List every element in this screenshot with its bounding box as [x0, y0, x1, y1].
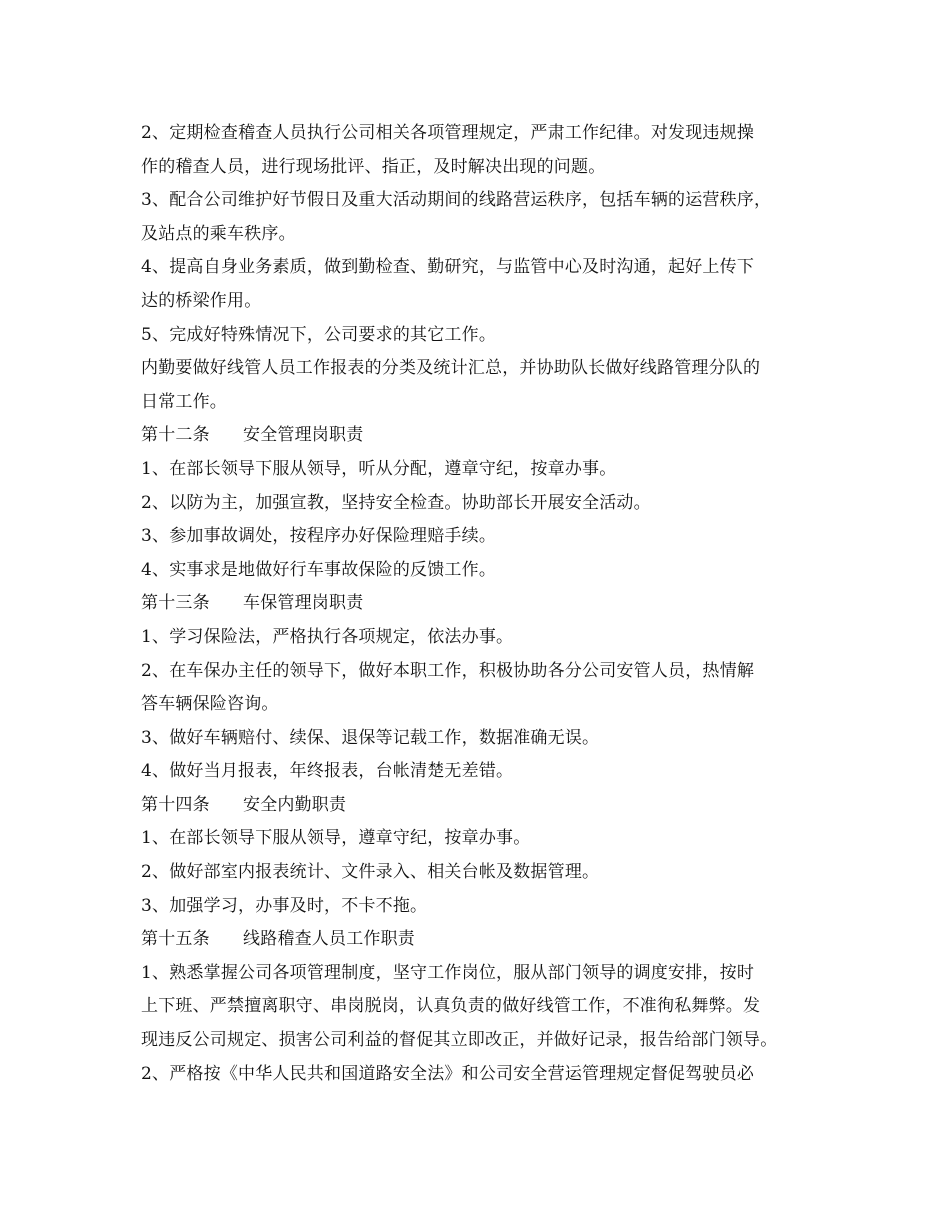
text-line: 2、在车保办主任的领导下，做好本职工作，积极协助各分公司安管人员，热情解 — [141, 660, 755, 681]
text-line: 2、定期检查稽查人员执行公司相关各项管理规定，严肃工作纪律。对发现违规操 — [141, 123, 755, 143]
text-line: 现违反公司规定、损害公司利益的督促其立即改正，并做好记录，报告给部门领导。 — [141, 1030, 778, 1051]
text-line: 达的桥梁作用。 — [141, 290, 262, 311]
text-line: 及站点的乘车秩序。 — [141, 223, 296, 244]
article-title: 线路稽查人员工作职责 — [243, 929, 415, 950]
article-heading — [141, 587, 821, 621]
article-number: 第十五条 — [141, 929, 210, 950]
text-line: 4、提高自身业务素质，做到勤检查、勤研究，与监管中心及时沟通，起好上传下 — [141, 257, 755, 278]
article-title: 车保管理岗职责 — [243, 593, 364, 614]
text-line: 3、加强学习，办事及时，不卡不拖。 — [141, 895, 428, 916]
article-heading — [141, 789, 821, 823]
article-heading — [141, 923, 821, 957]
article-number: 第十二条 — [141, 425, 210, 446]
text-line: 内勤要做好线管人员工作报表的分类及统计汇总，并协助队长做好线路管理分队的 — [141, 358, 761, 379]
text-line: 1、熟悉掌握公司各项管理制度，坚守工作岗位，服从部门领导的调度安排，按时 — [141, 962, 755, 983]
text-line: 3、参加事故调处，按程序办好保险理赔手续。 — [141, 526, 497, 547]
text-line: 3、做好车辆赔付、续保、退保等记载工作，数据准确无误。 — [141, 727, 600, 748]
text-line: 4、做好当月报表，年终报表，台帐清楚无差错。 — [141, 761, 514, 782]
article-number: 第十三条 — [141, 593, 210, 614]
text-line: 2、严格按《中华人民共和国道路安全法》和公司安全营运管理规定督促驾驶员必 — [141, 1063, 755, 1084]
text-line: 5、完成好特殊情况下，公司要求的其它工作。 — [141, 324, 497, 345]
text-line: 答车辆保险咨询。 — [141, 694, 279, 715]
text-line: 4、实事求是地做好行车事故保险的反馈工作。 — [141, 559, 497, 580]
article-title: 安全管理岗职责 — [243, 425, 364, 446]
text-line: 1、在部长领导下服从领导，听从分配，遵章守纪，按章办事。 — [141, 458, 617, 479]
text-line: 3、配合公司维护好节假日及重大活动期间的线路营运秩序，包括车辆的运营秩序， — [141, 190, 772, 211]
article-number: 第十四条 — [141, 794, 210, 815]
text-line: 1、学习保险法，严格执行各项规定，依法办事。 — [141, 626, 514, 647]
text-line: 2、做好部室内报表统计、文件录入、相关台帐及数据管理。 — [141, 862, 600, 883]
document-body — [141, 117, 821, 1091]
text-line: 1、在部长领导下服从领导，遵章守纪，按章办事。 — [141, 828, 531, 849]
text-line: 作的稽查人员，进行现场批评、指正，及时解决出现的问题。 — [141, 156, 606, 177]
text-line: 上下班、严禁擅离职守、串岗脱岗，认真负责的做好线管工作，不准徇私舞弊。发 — [141, 996, 761, 1017]
text-line: 日常工作。 — [141, 391, 227, 412]
article-heading — [141, 419, 821, 453]
text-line: 2、以防为主，加强宣教，坚持安全检查。协助部长开展安全活动。 — [141, 492, 651, 513]
article-title: 安全内勤职责 — [243, 794, 347, 815]
